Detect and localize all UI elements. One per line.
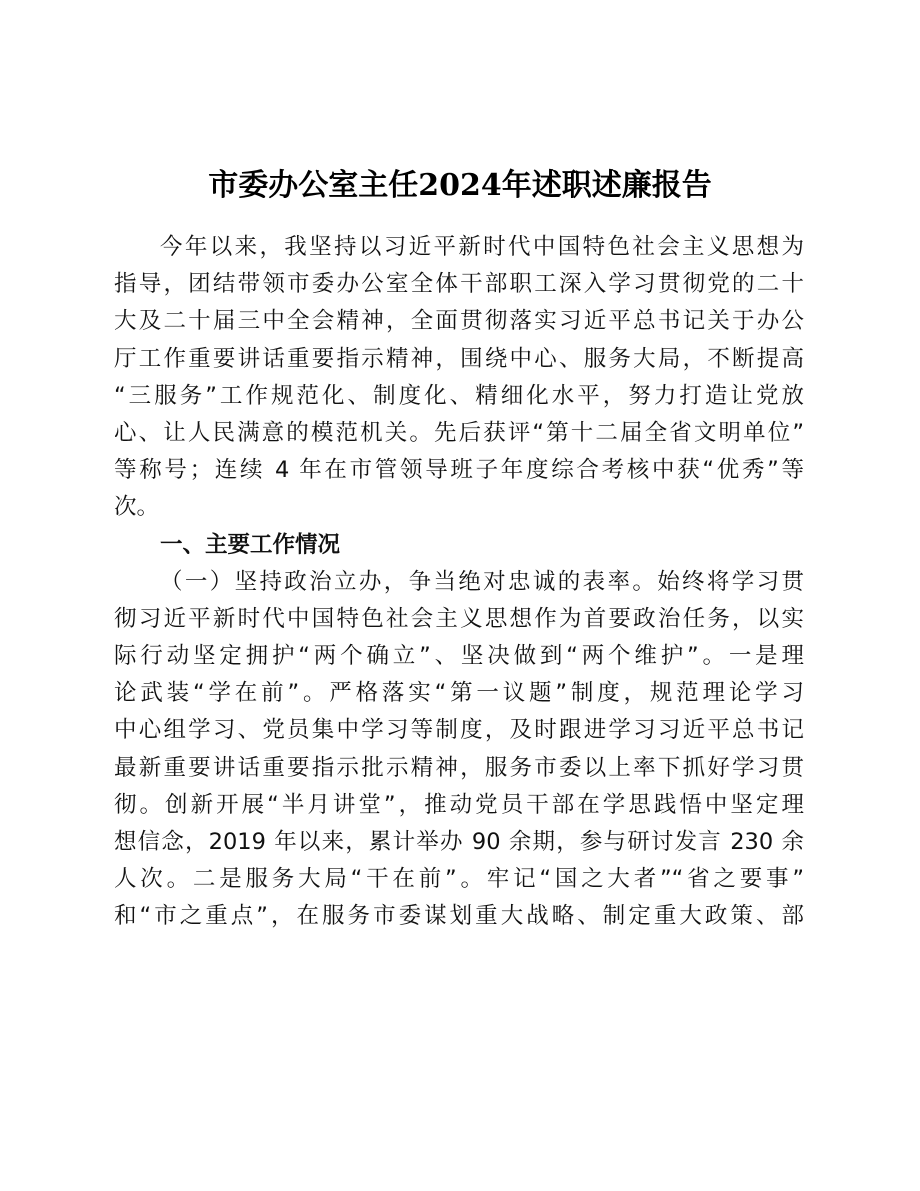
paragraph-line: 心、让人民满意的模范机关。先后获评“第十二届全省文明单位”	[114, 419, 804, 446]
paragraph-line: 人次。二是服务大局“干在前”。牢记“国之大者”“省之要事”	[114, 866, 804, 893]
paragraph-line: 论武装“学在前”。严格落实“第一议题”制度，规范理论学习	[114, 680, 804, 707]
paragraph-line: 想信念，2019 年以来，累计举办 90 余期，参与研讨发言 230 余	[114, 829, 804, 855]
paragraph-line: 指导，团结带领市委办公室全体干部职工深入学习贯彻党的二十	[114, 271, 804, 298]
paragraph-line: 最新重要讲话重要指示批示精神，服务市委以上率下抓好学习贯	[114, 754, 804, 781]
section-paragraph	[114, 564, 804, 936]
paragraph-line: 际行动坚定拥护“两个确立”、坚决做到“两个维护”。一是理	[114, 643, 804, 670]
paragraph-line: 厅工作重要讲话重要指示精神，围绕中心、服务大局，不断提高	[114, 345, 804, 372]
paragraph-line: 彻习近平新时代中国特色社会主义思想作为首要政治任务，以实	[114, 605, 804, 632]
paragraph-line: 和“市之重点”，在服务市委谋划重大战略、制定重大政策、部	[114, 903, 804, 930]
intro-paragraph	[114, 229, 804, 527]
paragraph-line: 今年以来，我坚持以习近平新时代中国特色社会主义思想为	[160, 234, 804, 260]
document-body	[114, 229, 804, 936]
paragraph-line: “三服务”工作规范化、制度化、精细化水平，努力打造让党放	[114, 382, 804, 409]
paragraph-line: 大及二十届三中全会精神，全面贯彻落实习近平总书记关于办公	[114, 308, 804, 335]
paragraph-line: （一）坚持政治立办，争当绝对忠诚的表率。始终将学习贯	[160, 568, 804, 595]
section-heading: 一、主要工作情况	[160, 531, 341, 558]
paragraph-line: 等称号；连续 4 年在市管领导班子年度综合考核中获“优秀”等	[114, 457, 804, 484]
paragraph-line: 次。	[114, 494, 160, 521]
document-title: 市委办公室主任2024年述职述廉报告	[208, 168, 712, 203]
paragraph-line: 中心组学习、党员集中学习等制度，及时跟进学习习近平总书记	[114, 717, 804, 744]
paragraph-line: 彻。创新开展“半月讲堂”，推动党员干部在学思践悟中坚定理	[114, 791, 804, 818]
